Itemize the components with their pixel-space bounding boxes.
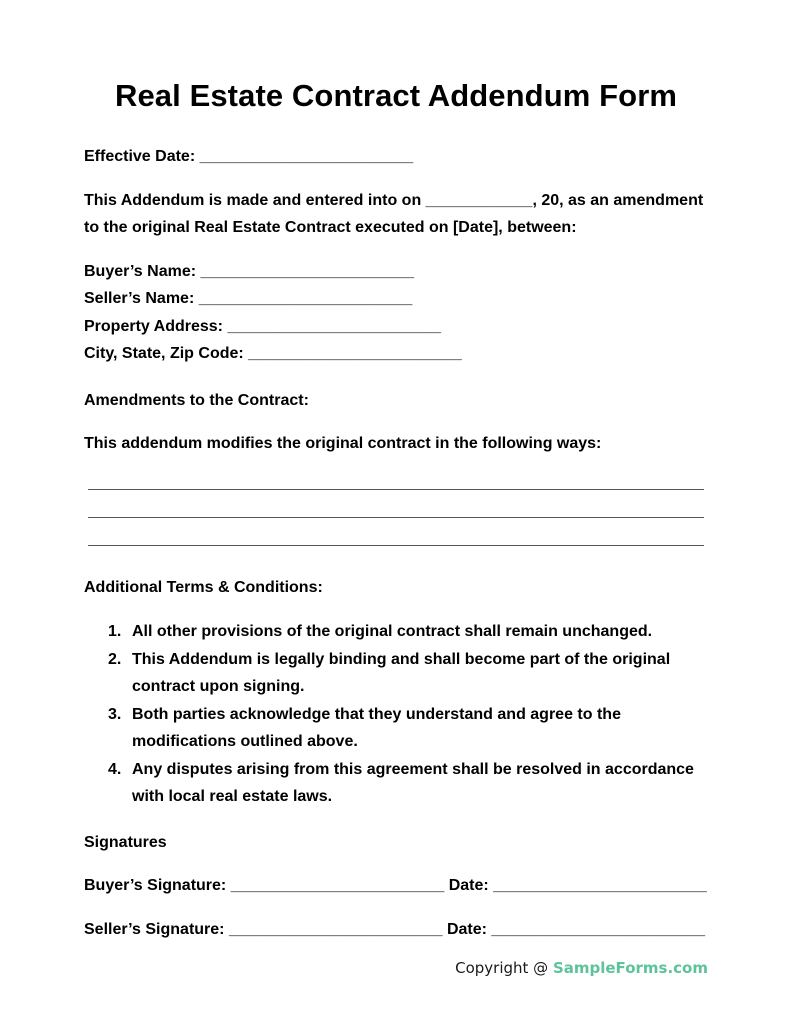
amendment-line-2[interactable]: [88, 517, 704, 518]
property-address-field[interactable]: Property Address: ________________________: [84, 318, 442, 335]
amendment-line-1[interactable]: [88, 489, 704, 490]
list-item: [84, 618, 714, 646]
brand-link[interactable]: SampleForms.com: [552, 959, 708, 977]
copyright-prefix: Copyright @: [455, 959, 553, 977]
effective-date-field[interactable]: Effective Date: ________________________: [84, 148, 414, 165]
list-item-text: This Addendum is legally binding and shall become part of the original contract upon signing.: [132, 650, 671, 695]
amendment-line-3[interactable]: [88, 545, 704, 546]
list-item-number: 1.: [108, 623, 122, 640]
list-item-text: All other provisions of the original contract shall remain unchanged.: [132, 623, 653, 640]
seller-name-field[interactable]: Seller’s Name: ________________________: [84, 290, 413, 307]
copyright-footer: [455, 959, 708, 977]
list-item: [84, 701, 714, 756]
list-item-number: 4.: [108, 760, 122, 778]
terms-heading: Additional Terms & Conditions:: [84, 579, 323, 596]
buyer-name-field[interactable]: Buyer’s Name: ________________________: [84, 263, 415, 280]
document-title: Real Estate Contract Addendum Form: [114, 78, 678, 113]
intro-paragraph: This Addendum is made and entered into on ____________, 20, as an amendment to the original Real Estate Contract executed on [Date], between:: [84, 192, 704, 236]
terms-list: [84, 618, 714, 811]
list-item-text: Both parties acknowledge that they understand and agree to the modifications outlined above.: [132, 705, 621, 750]
amendments-heading: Amendments to the Contract:: [84, 392, 309, 409]
list-item: [84, 756, 714, 811]
seller-signature-field[interactable]: Seller’s Signature: ________________________ Date: ________________________: [84, 921, 705, 938]
signatures-heading: Signatures: [84, 834, 167, 851]
list-item: [84, 646, 714, 701]
buyer-signature-field[interactable]: Buyer’s Signature: ________________________ Date: ________________________: [84, 877, 707, 894]
city-state-zip-field[interactable]: City, State, Zip Code: ________________________: [84, 345, 462, 362]
amendments-description: This addendum modifies the original contract in the following ways:: [84, 435, 602, 452]
list-item-text: Any disputes arising from this agreement shall be resolved in accordance with local real estate laws.: [132, 760, 694, 805]
list-item-number: 3.: [108, 705, 122, 723]
list-item-number: 2.: [108, 650, 122, 668]
